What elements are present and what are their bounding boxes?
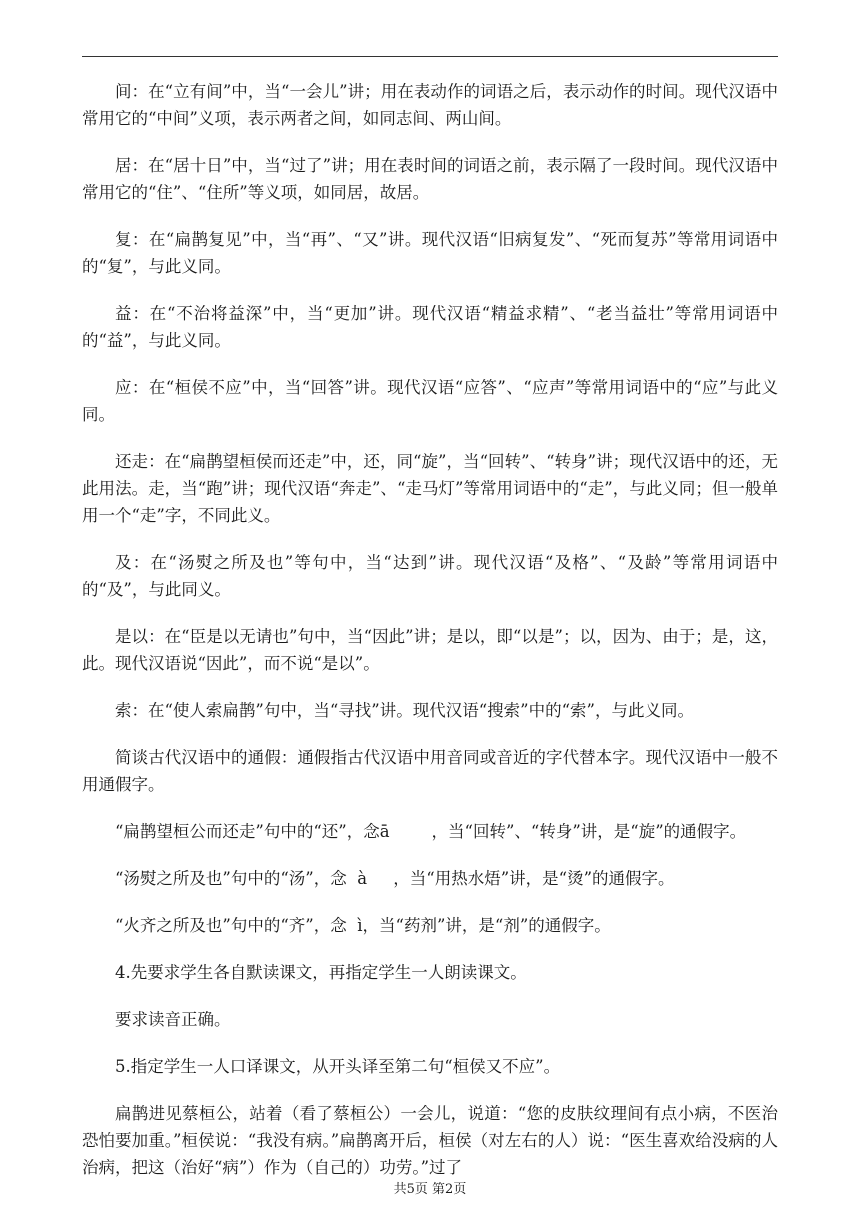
header-rule [82,56,778,57]
paragraph-step-5: 5.指定学生一人口译课文，从开头译至第二句“桓侯又不应”。 [115,1057,561,1076]
paragraph-tongjia-huan: “扁鹊望桓公而还走”句中的“还”，念ā ，当“回转”、“转身”讲，是“旋”的通假字。 [115,822,747,841]
paragraph-ju: 居：在“居十日”中，当“过了”讲；用在表时间的词语之前，表示隔了一段时间。现代汉语中常用它的“住”、“住所”等义项，如同居，故居。 [82,156,778,202]
paragraph-reading-requirement: 要求读音正确。 [115,1010,231,1029]
paragraph-suo: 索：在“使人索扁鹊”句中，当“寻找”讲。现代汉语“搜索”中的“索”，与此义同。 [115,701,694,720]
paragraph-tongjia-qi: “火齐之所及也”句中的“齐”，念 ì，当“药剂”讲，是“剂”的通假字。 [115,916,611,935]
paragraph-step-4: 4.先要求学生各自默读课文，再指定学生一人朗读课文。 [115,963,527,982]
page-footer: 共5页 第2页 [393,1182,467,1197]
paragraph-huanzou: 还走：在“扁鹊望桓侯而还走”中，还，同“旋”，当“回转”、“转身”讲；现代汉语中的还，无此用法。走，当“跑”讲；现代汉语“奔走”、“走马灯”等常用词语中的“走”，与此义同；但一般单用一个“走”字，不同此义。 [82,452,778,525]
paragraph-tongjia-intro: 简谈古代汉语中的通假：通假指古代汉语中用音同或音近的字代替本字。现代汉语中一般不用通假字。 [82,748,778,794]
paragraph-fu: 复：在“扁鹊复见”中，当“再”、“又”讲。现代汉语“旧病复发”、“死而复苏”等常用词语中的“复”，与此义同。 [82,230,778,276]
paragraph-tongjia-tang: “汤熨之所及也”句中的“汤”，念 à ，当“用热水焐”讲，是“烫”的通假字。 [115,869,675,888]
paragraph-yi: 益：在“不治将益深”中，当“更加”讲。现代汉语“精益求精”、“老当益壮”等常用词语中的“益”，与此义同。 [82,304,778,350]
document-body [82,78,778,1201]
paragraph-translation: 扁鹊进见蔡桓公，站着（看了蔡桓公）一会儿，说道：“您的皮肤纹理间有点小病，不医治恐怕要加重。”桓侯说：“我没有病。”扁鹊离开后，桓侯（对左右的人）说：“医生喜欢给没病的人治病，把这（治好“病”）作为（自己的）功劳。”过了 [82,1104,778,1177]
paragraph-jian: 间：在“立有间”中，当“一会儿”讲；用在表动作的词语之后，表示动作的时间。现代汉语中常用它的“中间”义项，表示两者之间，如同志间、两山间。 [82,82,778,128]
paragraph-ying: 应：在“桓侯不应”中，当“回答”讲。现代汉语“应答”、“应声”等常用词语中的“应”与此义同。 [82,378,778,424]
paragraph-ji: 及：在“汤熨之所及也”等句中，当“达到”讲。现代汉语“及格”、“及龄”等常用词语中的“及”，与此同义。 [82,553,778,599]
paragraph-shiyi: 是以：在“臣是以无请也”句中，当“因此”讲；是以，即“以是”；以，因为、由于；是，这，此。现代汉语说“因此”，而不说“是以”。 [82,627,778,673]
